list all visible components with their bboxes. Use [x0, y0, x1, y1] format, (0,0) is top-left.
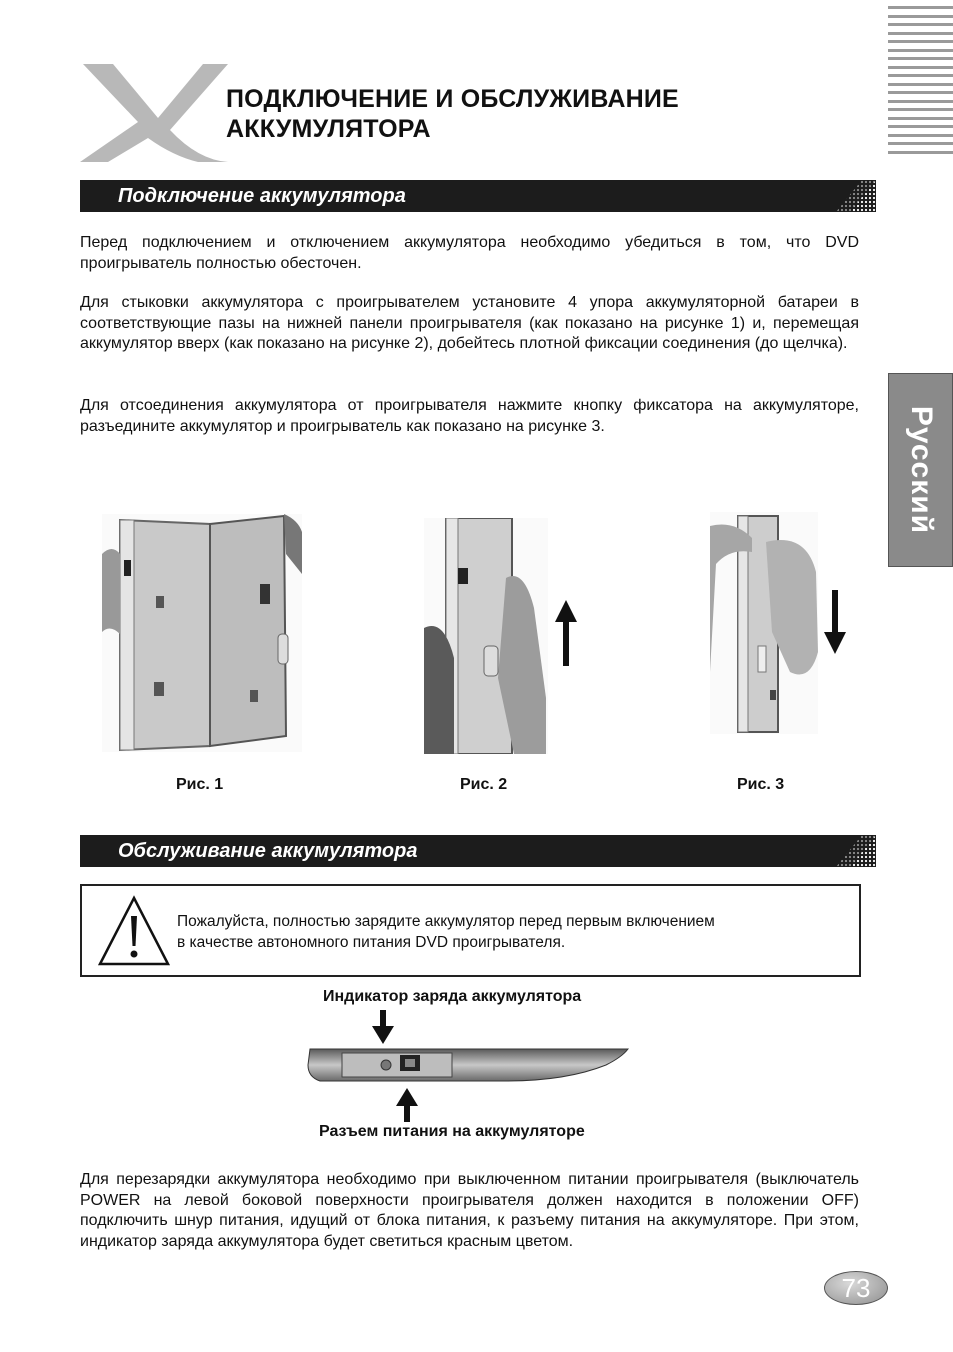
figure-3-caption: Рис. 3 — [737, 776, 785, 793]
battery-side-image — [306, 1045, 632, 1085]
title-line-2: АККУМУЛЯТОРА — [226, 115, 431, 143]
paragraph-recharge: Для перезарядки аккумулятора необходимо при выключенном питании проигрывателя (выключатель POWER на левой боковой поверхности проигрывателя должен находится в положении OFF) подключить шнур питания, идущий от блока питания, к разъему питания на аккумуляторе. При этом, индикатор заряда аккумулятора будет светиться красным цветом. — [80, 1171, 859, 1250]
figure-1-image — [102, 514, 302, 752]
connector-label: Разъем питания на аккумуляторе — [319, 1123, 585, 1140]
title-line-1: ПОДКЛЮЧЕНИЕ И ОБСЛУЖИВАНИЕ — [226, 85, 679, 113]
decorative-stripes — [888, 6, 953, 164]
halftone-dots — [836, 835, 876, 867]
arrow-down-icon — [372, 1010, 394, 1044]
warning-box — [80, 884, 861, 977]
warning-triangle-icon — [98, 894, 170, 968]
figure-2-image — [424, 518, 548, 754]
language-tab — [888, 373, 953, 567]
arrow-down-icon — [824, 590, 846, 654]
page-title — [226, 84, 679, 144]
arrow-up-icon — [396, 1088, 418, 1122]
halftone-dots — [836, 180, 876, 212]
paragraph-docking: Для стыковки аккумулятора с проигрывателем установите 4 упора аккумуляторной батареи в соответствующие пазы на нижней панели проигрывателя (как показано на рисунке 1) и, перемещая аккумулятор вверх (как показано на рисунке 2), добейтесь плотной фиксации соединения (до щелчка). — [80, 294, 859, 352]
x-logo-icon — [78, 60, 228, 164]
section-heading-text: Обслуживание аккумулятора — [118, 840, 418, 862]
section-heading-text: Подключение аккумулятора — [118, 185, 406, 207]
figure-1-caption: Рис. 1 — [176, 776, 224, 793]
warning-line-1: Пожалуйста, полностью зарядите аккумулятор перед первым включением — [177, 913, 715, 930]
paragraph-detach: Для отсоединения аккумулятора от проигрывателя нажмите кнопку фиксатора на аккумуляторе, разъедините аккумулятор и проигрыватель как показано на рисунке 3. — [80, 397, 859, 435]
warning-text — [177, 911, 817, 953]
page-number: 73 — [824, 1271, 888, 1305]
language-tab-label: Русский — [904, 405, 938, 535]
figure-3-image — [710, 512, 818, 734]
indicator-label: Индикатор заряда аккумулятора — [323, 988, 582, 1005]
arrow-up-icon — [555, 600, 577, 666]
figure-2-caption: Рис. 2 — [460, 776, 508, 793]
section-heading-maintenance — [80, 835, 876, 867]
paragraph-intro: Перед подключением и отключением аккумулятора необходимо убедиться в том, что DVD проигрыватель полностью обесточен. — [80, 234, 859, 272]
warning-line-2: в качестве автономного питания DVD проигрывателя. — [177, 934, 566, 951]
section-heading-connection — [80, 180, 876, 212]
